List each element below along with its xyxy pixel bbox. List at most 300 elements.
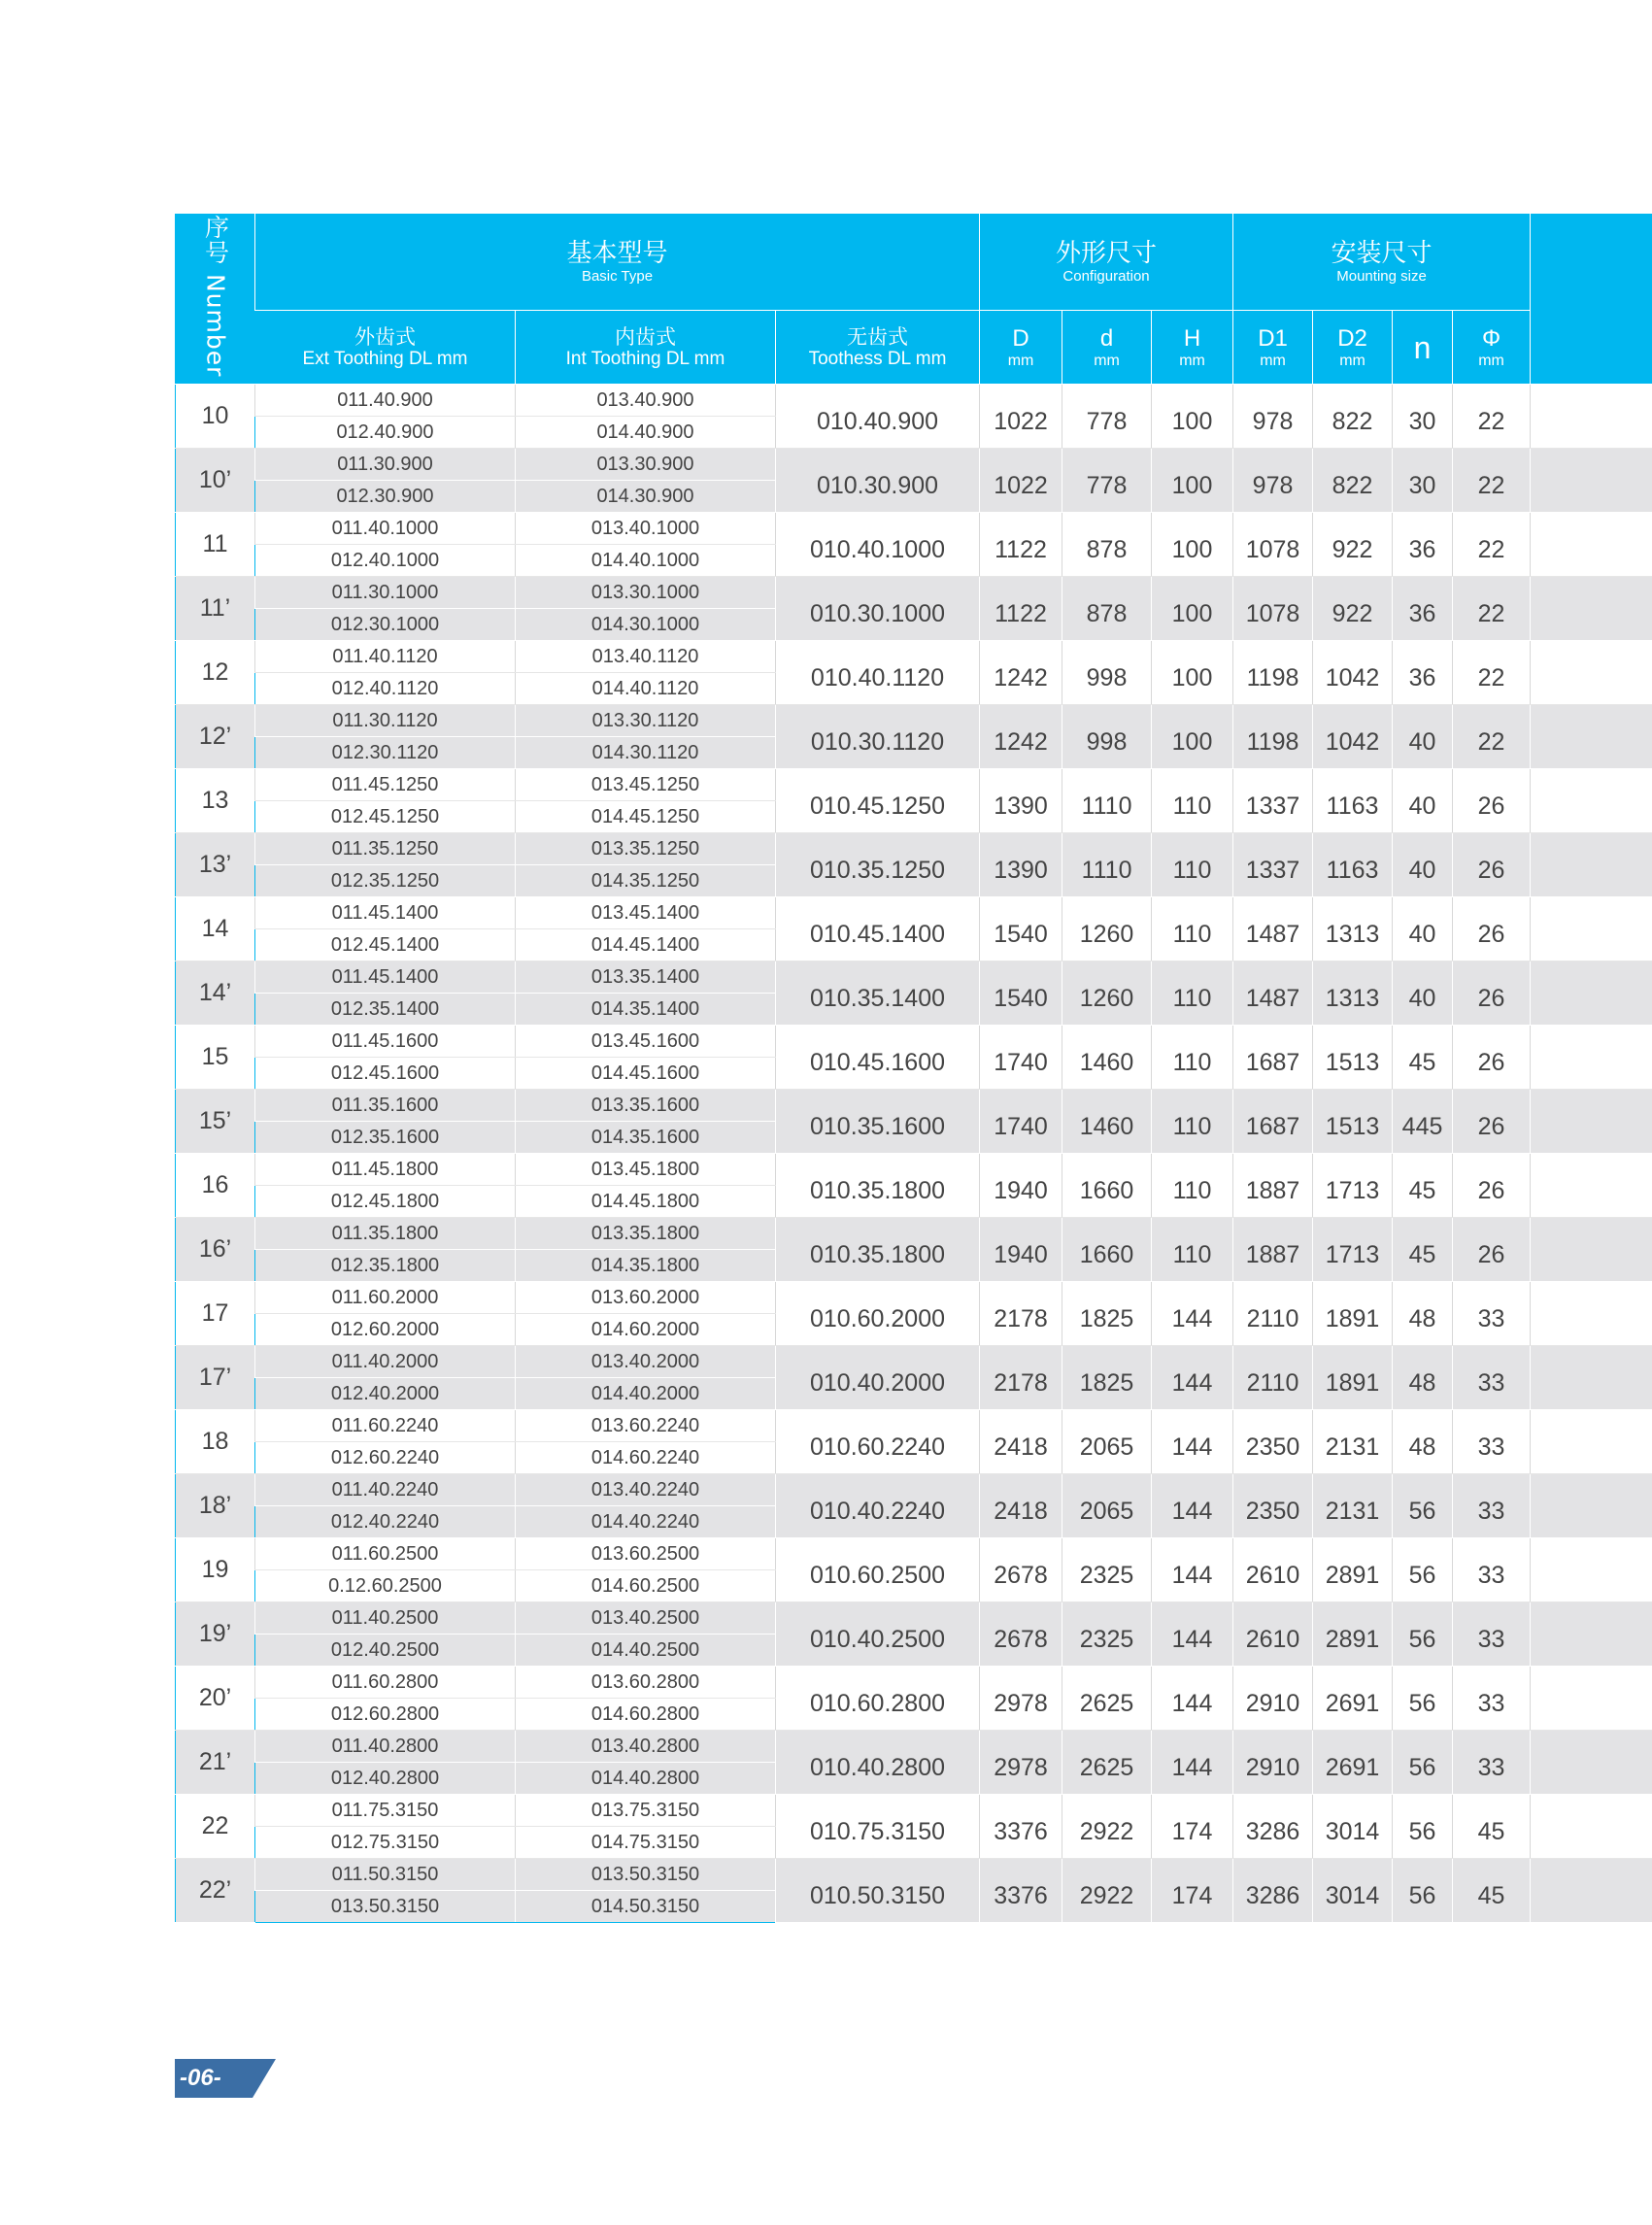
int-toothing-2: 014.35.1400 [516,994,776,1026]
dim-D1: 1078 [1233,513,1313,577]
row-number: 13’ [176,833,255,897]
dim-H: 174 [1152,1795,1233,1859]
dim-d: 2065 [1062,1474,1152,1538]
toothless-model: 010.45.1400 [776,897,980,961]
int-toothing-2: 014.40.2000 [516,1378,776,1410]
dim-D: 1022 [980,449,1062,513]
int-toothing-2: 014.35.1800 [516,1250,776,1282]
dim-D: 2978 [980,1731,1062,1795]
ext-toothing-1: 011.45.1400 [255,897,516,929]
extra-cell [1531,1667,1652,1731]
int-toothing-1: 013.40.1000 [516,513,776,545]
ext-toothing-2: 012.40.2500 [255,1635,516,1667]
header-n: n [1393,311,1453,385]
bolt-count-n: 45 [1393,1026,1453,1090]
table-row [176,1795,1652,1827]
extra-cell [1531,1282,1652,1346]
int-toothing-1: 013.40.2800 [516,1731,776,1763]
ext-toothing-2: 012.60.2000 [255,1314,516,1346]
dim-D: 1242 [980,641,1062,705]
ext-toothing-2: 013.50.3150 [255,1891,516,1923]
bolt-count-n: 56 [1393,1859,1453,1923]
int-toothing-1: 013.45.1250 [516,769,776,801]
int-toothing-1: 013.40.2000 [516,1346,776,1378]
bolt-dia-phi: 26 [1453,833,1531,897]
toothless-model: 010.30.1000 [776,577,980,641]
dim-H: 144 [1152,1667,1233,1731]
page-number: -06- [180,2065,221,2091]
dim-H: 100 [1152,449,1233,513]
ext-toothing-2: 012.60.2800 [255,1699,516,1731]
ext-toothing-1: 011.60.2240 [255,1410,516,1442]
ext-toothing-2: 012.45.1600 [255,1058,516,1090]
table-row [176,1538,1652,1570]
bolt-count-n: 40 [1393,961,1453,1026]
int-toothing-2: 014.45.1250 [516,801,776,833]
dim-D2: 922 [1313,513,1393,577]
ext-toothing-1: 011.45.1800 [255,1154,516,1186]
dim-D2: 1513 [1313,1026,1393,1090]
toothless-model: 010.60.2800 [776,1667,980,1731]
ext-toothing-2: 012.45.1800 [255,1186,516,1218]
dim-H: 144 [1152,1602,1233,1667]
bolt-dia-phi: 26 [1453,1090,1531,1154]
row-number: 17 [176,1282,255,1346]
extra-cell [1531,449,1652,513]
dim-D: 1022 [980,385,1062,449]
dim-D: 3376 [980,1859,1062,1923]
dim-D1: 2110 [1233,1282,1313,1346]
int-toothing-1: 013.40.2240 [516,1474,776,1506]
int-toothing-2: 014.45.1400 [516,929,776,961]
toothless-model: 010.35.1400 [776,961,980,1026]
row-number: 11 [176,513,255,577]
dim-d: 1460 [1062,1090,1152,1154]
dim-d: 1460 [1062,1026,1152,1090]
bolt-count-n: 56 [1393,1474,1453,1538]
dim-H: 100 [1152,577,1233,641]
dim-D: 2178 [980,1282,1062,1346]
header-D: D mm [980,311,1062,385]
dim-D: 2178 [980,1346,1062,1410]
dim-D1: 1687 [1233,1026,1313,1090]
dim-D2: 2691 [1313,1731,1393,1795]
bolt-count-n: 36 [1393,513,1453,577]
dim-d: 1660 [1062,1154,1152,1218]
extra-cell [1531,1090,1652,1154]
bolt-count-n: 45 [1393,1154,1453,1218]
table-row [176,1282,1652,1314]
row-number: 18’ [176,1474,255,1538]
dim-D2: 2891 [1313,1538,1393,1602]
dim-H: 110 [1152,961,1233,1026]
dim-d: 1825 [1062,1346,1152,1410]
toothless-model: 010.60.2500 [776,1538,980,1602]
bolt-dia-phi: 26 [1453,769,1531,833]
bolt-dia-phi: 33 [1453,1667,1531,1731]
dim-d: 778 [1062,449,1152,513]
int-toothing-2: 014.35.1600 [516,1122,776,1154]
int-toothing-2: 014.60.2240 [516,1442,776,1474]
header-configuration: 外形尺寸 Configuration [980,214,1233,311]
row-number: 17’ [176,1346,255,1410]
dim-D: 1940 [980,1218,1062,1282]
dim-H: 100 [1152,705,1233,769]
row-number: 11’ [176,577,255,641]
table-header [176,214,1652,385]
dim-d: 998 [1062,641,1152,705]
bolt-count-n: 30 [1393,449,1453,513]
dim-D: 1242 [980,705,1062,769]
header-D2: D2 mm [1313,311,1393,385]
dim-D: 1740 [980,1026,1062,1090]
table-row [176,897,1652,929]
ext-toothing-2: 012.60.2240 [255,1442,516,1474]
row-number: 22’ [176,1859,255,1923]
dim-D2: 1891 [1313,1282,1393,1346]
table-row [176,385,1652,417]
row-number: 19’ [176,1602,255,1667]
bolt-dia-phi: 33 [1453,1731,1531,1795]
dim-D2: 1891 [1313,1346,1393,1410]
dim-D2: 922 [1313,577,1393,641]
dim-D2: 822 [1313,385,1393,449]
dim-H: 110 [1152,897,1233,961]
int-toothing-2: 014.40.2240 [516,1506,776,1538]
dim-D2: 1163 [1313,769,1393,833]
extra-cell [1531,1218,1652,1282]
int-toothing-2: 014.40.1000 [516,545,776,577]
dim-D1: 3286 [1233,1859,1313,1923]
ext-toothing-1: 011.40.2500 [255,1602,516,1635]
extra-cell [1531,961,1652,1026]
extra-cell [1531,897,1652,961]
dim-D1: 2350 [1233,1410,1313,1474]
bolt-dia-phi: 22 [1453,577,1531,641]
bolt-dia-phi: 33 [1453,1282,1531,1346]
dim-D1: 978 [1233,449,1313,513]
dim-D: 1390 [980,769,1062,833]
int-toothing-2: 014.45.1600 [516,1058,776,1090]
extra-cell [1531,513,1652,577]
dim-D2: 3014 [1313,1859,1393,1923]
dim-D2: 2891 [1313,1602,1393,1667]
extra-cell [1531,641,1652,705]
row-number: 10’ [176,449,255,513]
dim-D1: 1887 [1233,1218,1313,1282]
dim-D: 1540 [980,897,1062,961]
dim-D: 1390 [980,833,1062,897]
ext-toothing-2: 012.40.2000 [255,1378,516,1410]
bolt-count-n: 30 [1393,385,1453,449]
table-row [176,1026,1652,1058]
table-row [176,705,1652,737]
table-row [176,1667,1652,1699]
dim-d: 878 [1062,513,1152,577]
int-toothing-2: 014.40.1120 [516,673,776,705]
dim-d: 2325 [1062,1538,1152,1602]
extra-cell [1531,1026,1652,1090]
ext-toothing-2: 012.35.1800 [255,1250,516,1282]
header-ext-toothing: 外齿式 Ext Toothing DL mm [255,311,516,385]
int-toothing-1: 013.45.1600 [516,1026,776,1058]
number-label: 序号 Number [201,215,230,378]
bolt-dia-phi: 22 [1453,513,1531,577]
dim-H: 110 [1152,1026,1233,1090]
dim-H: 144 [1152,1538,1233,1602]
dim-H: 100 [1152,513,1233,577]
int-toothing-2: 014.30.900 [516,481,776,513]
dim-D1: 2350 [1233,1474,1313,1538]
table-row [176,513,1652,545]
bolt-count-n: 40 [1393,833,1453,897]
int-toothing-1: 013.40.2500 [516,1602,776,1635]
bolt-count-n: 56 [1393,1602,1453,1667]
row-number: 16 [176,1154,255,1218]
header-int-toothing: 内齿式 Int Toothing DL mm [516,311,776,385]
ext-toothing-2: 012.35.1250 [255,865,516,897]
row-number: 19 [176,1538,255,1602]
bolt-dia-phi: 22 [1453,705,1531,769]
table-row [176,641,1652,673]
bolt-count-n: 48 [1393,1410,1453,1474]
int-toothing-1: 013.35.1400 [516,961,776,994]
toothless-model: 010.40.900 [776,385,980,449]
dim-d: 1110 [1062,769,1152,833]
extra-cell [1531,1474,1652,1538]
ext-toothing-2: 012.45.1400 [255,929,516,961]
int-toothing-1: 013.45.1400 [516,897,776,929]
table-row [176,769,1652,801]
int-toothing-2: 014.40.2800 [516,1763,776,1795]
toothless-model: 010.50.3150 [776,1859,980,1923]
int-toothing-1: 013.60.2500 [516,1538,776,1570]
int-toothing-2: 014.60.2500 [516,1570,776,1602]
extra-cell [1531,1410,1652,1474]
bolt-count-n: 40 [1393,897,1453,961]
toothless-model: 010.40.2500 [776,1602,980,1667]
ext-toothing-1: 011.40.1000 [255,513,516,545]
header-extra [1531,214,1652,385]
extra-cell [1531,1795,1652,1859]
dim-D1: 2610 [1233,1538,1313,1602]
toothless-model: 010.40.2800 [776,1731,980,1795]
dim-D: 1940 [980,1154,1062,1218]
extra-cell [1531,769,1652,833]
row-number: 12 [176,641,255,705]
int-toothing-1: 013.35.1250 [516,833,776,865]
dim-D: 2678 [980,1602,1062,1667]
bolt-dia-phi: 33 [1453,1602,1531,1667]
int-toothing-1: 013.40.900 [516,385,776,417]
bolt-dia-phi: 22 [1453,385,1531,449]
ext-toothing-1: 011.30.900 [255,449,516,481]
dim-H: 100 [1152,385,1233,449]
dim-D2: 822 [1313,449,1393,513]
extra-cell [1531,385,1652,449]
bolt-count-n: 40 [1393,769,1453,833]
extra-cell [1531,577,1652,641]
toothless-model: 010.30.1120 [776,705,980,769]
int-toothing-1: 013.60.2240 [516,1410,776,1442]
table-row [176,1090,1652,1122]
header-H: H mm [1152,311,1233,385]
row-number: 21’ [176,1731,255,1795]
header-d: d mm [1062,311,1152,385]
ext-toothing-2: 012.35.1400 [255,994,516,1026]
dim-d: 1825 [1062,1282,1152,1346]
dim-H: 110 [1152,833,1233,897]
dim-d: 998 [1062,705,1152,769]
bolt-count-n: 56 [1393,1795,1453,1859]
table-row [176,1602,1652,1635]
int-toothing-1: 013.40.1120 [516,641,776,673]
table-row [176,961,1652,994]
dim-H: 110 [1152,1218,1233,1282]
dim-D2: 1713 [1313,1218,1393,1282]
extra-cell [1531,833,1652,897]
bolt-count-n: 48 [1393,1282,1453,1346]
int-toothing-1: 013.30.900 [516,449,776,481]
ext-toothing-1: 011.45.1600 [255,1026,516,1058]
int-toothing-1: 013.45.1800 [516,1154,776,1186]
dim-d: 2625 [1062,1731,1152,1795]
dim-D1: 1687 [1233,1090,1313,1154]
header-phi: Φ mm [1453,311,1531,385]
table-row [176,1410,1652,1442]
bolt-dia-phi: 33 [1453,1346,1531,1410]
dim-D2: 1163 [1313,833,1393,897]
row-number: 10 [176,385,255,449]
bolt-count-n: 56 [1393,1667,1453,1731]
bolt-count-n: 445 [1393,1090,1453,1154]
int-toothing-2: 014.40.2500 [516,1635,776,1667]
ext-toothing-1: 011.30.1000 [255,577,516,609]
row-number: 15’ [176,1090,255,1154]
table-row [176,1859,1652,1891]
bolt-count-n: 56 [1393,1538,1453,1602]
toothless-model: 010.60.2000 [776,1282,980,1346]
ext-toothing-1: 011.35.1800 [255,1218,516,1250]
table-row [176,1474,1652,1506]
dim-D: 1122 [980,577,1062,641]
header-mounting-size: 安装尺寸 Mounting size [1233,214,1531,311]
dim-d: 2625 [1062,1667,1152,1731]
int-toothing-1: 013.50.3150 [516,1859,776,1891]
row-number: 16’ [176,1218,255,1282]
ext-toothing-1: 011.40.900 [255,385,516,417]
ext-toothing-2: 0.12.60.2500 [255,1570,516,1602]
ext-toothing-2: 012.40.1000 [255,545,516,577]
row-number: 14’ [176,961,255,1026]
dim-D: 2678 [980,1538,1062,1602]
dim-H: 100 [1152,641,1233,705]
toothless-model: 010.60.2240 [776,1410,980,1474]
int-toothing-1: 013.30.1120 [516,705,776,737]
dim-D1: 1337 [1233,769,1313,833]
dim-D: 2978 [980,1667,1062,1731]
row-number: 18 [176,1410,255,1474]
toothless-model: 010.35.1600 [776,1090,980,1154]
int-toothing-1: 013.60.2000 [516,1282,776,1314]
toothless-model: 010.40.2240 [776,1474,980,1538]
ext-toothing-2: 012.30.900 [255,481,516,513]
dim-d: 878 [1062,577,1152,641]
ext-toothing-1: 011.60.2800 [255,1667,516,1699]
dim-D1: 1487 [1233,961,1313,1026]
bolt-dia-phi: 22 [1453,449,1531,513]
dim-D1: 2610 [1233,1602,1313,1667]
ext-toothing-2: 012.40.900 [255,417,516,449]
dim-d: 2325 [1062,1602,1152,1667]
ext-toothing-1: 011.50.3150 [255,1859,516,1891]
bolt-count-n: 45 [1393,1218,1453,1282]
dim-D1: 1337 [1233,833,1313,897]
row-number: 12’ [176,705,255,769]
bolt-dia-phi: 26 [1453,1154,1531,1218]
dim-H: 110 [1152,769,1233,833]
toothless-model: 010.40.2000 [776,1346,980,1410]
dim-D1: 1487 [1233,897,1313,961]
int-toothing-2: 014.40.900 [516,417,776,449]
toothless-model: 010.45.1250 [776,769,980,833]
bolt-dia-phi: 45 [1453,1795,1531,1859]
toothless-model: 010.45.1600 [776,1026,980,1090]
dim-D1: 3286 [1233,1795,1313,1859]
dim-d: 1260 [1062,897,1152,961]
toothless-model: 010.35.1800 [776,1154,980,1218]
ext-toothing-1: 011.35.1250 [255,833,516,865]
dim-D: 2418 [980,1410,1062,1474]
extra-cell [1531,1538,1652,1602]
toothless-model: 010.40.1120 [776,641,980,705]
dim-D2: 1513 [1313,1090,1393,1154]
bolt-count-n: 56 [1393,1731,1453,1795]
int-toothing-2: 014.45.1800 [516,1186,776,1218]
table-body [176,385,1652,1923]
dim-D2: 1042 [1313,641,1393,705]
dim-D2: 2131 [1313,1474,1393,1538]
row-number: 20’ [176,1667,255,1731]
bolt-dia-phi: 45 [1453,1859,1531,1923]
bolt-count-n: 40 [1393,705,1453,769]
row-number: 14 [176,897,255,961]
extra-cell [1531,1346,1652,1410]
bolt-dia-phi: 26 [1453,961,1531,1026]
dim-D: 1540 [980,961,1062,1026]
ext-toothing-1: 011.30.1120 [255,705,516,737]
int-toothing-1: 013.35.1800 [516,1218,776,1250]
int-toothing-2: 014.30.1000 [516,609,776,641]
ext-toothing-1: 011.45.1400 [255,961,516,994]
table-row [176,449,1652,481]
dim-H: 144 [1152,1731,1233,1795]
bolt-dia-phi: 33 [1453,1410,1531,1474]
ext-toothing-1: 011.40.2240 [255,1474,516,1506]
int-toothing-1: 013.30.1000 [516,577,776,609]
dim-D2: 1713 [1313,1154,1393,1218]
toothless-model: 010.30.900 [776,449,980,513]
extra-cell [1531,1859,1652,1923]
dim-D1: 1078 [1233,577,1313,641]
int-toothing-2: 014.60.2000 [516,1314,776,1346]
int-toothing-1: 013.60.2800 [516,1667,776,1699]
dim-D: 3376 [980,1795,1062,1859]
bolt-dia-phi: 26 [1453,897,1531,961]
extra-cell [1531,705,1652,769]
int-toothing-2: 014.30.1120 [516,737,776,769]
dim-D2: 1042 [1313,705,1393,769]
